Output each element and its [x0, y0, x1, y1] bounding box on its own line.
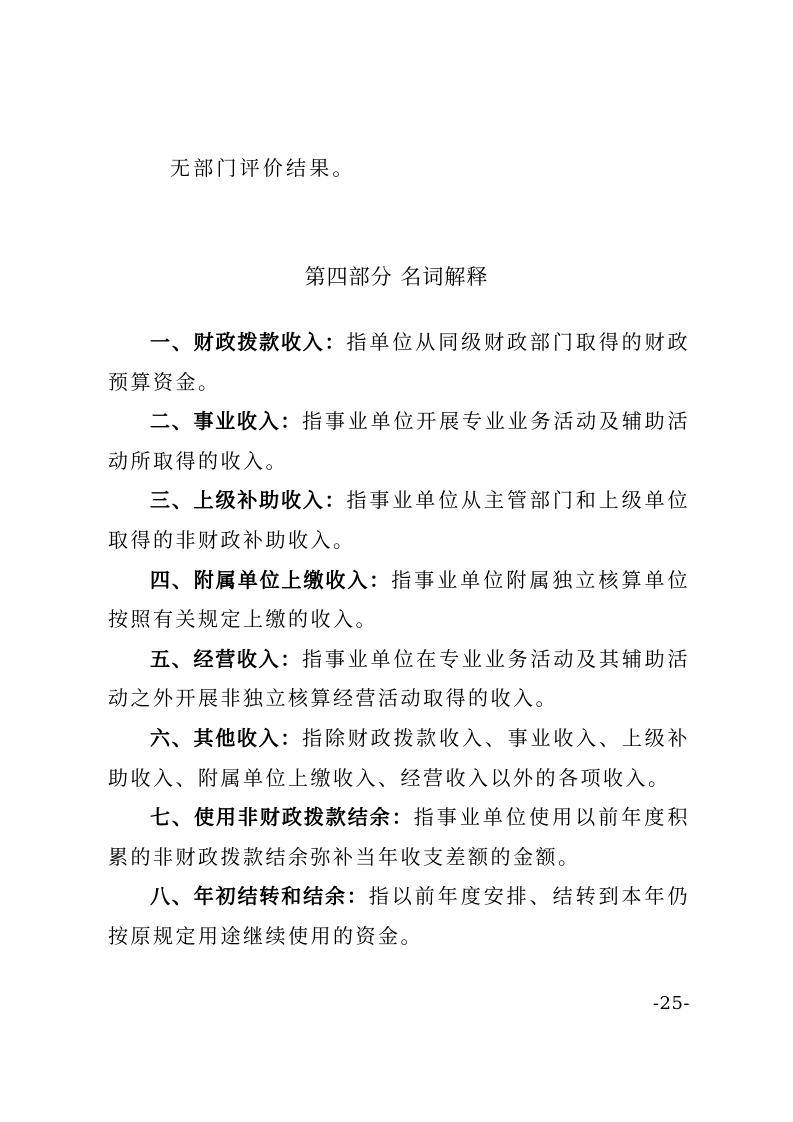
- definition-term: 一、财政拨款收入：: [150, 330, 347, 354]
- definition-text: 指以前年度安排、结转到本年仍按原规定用途继续使用的资金。: [108, 884, 691, 948]
- definition-item: [108, 561, 690, 640]
- definition-item: [108, 640, 690, 719]
- definition-text: 指除财政拨款收入、事业收入、上级补助收入、附属单位上缴收入、经营收入以外的各项收入。: [108, 725, 690, 790]
- definition-text: 指事业单位从主管部门和上级单位取得的非财政补助收入。: [108, 488, 691, 552]
- definitions-list: [108, 323, 690, 957]
- definition-term: 七、使用非财政拨款结余：: [150, 805, 414, 830]
- definition-item: [108, 402, 690, 481]
- definition-item: [108, 481, 690, 560]
- definition-item: [108, 798, 690, 877]
- definition-text: 指事业单位在专业业务活动及其辅助活动之外开展非独立核算经营活动取得的收入。: [108, 646, 690, 711]
- definition-term: 三、上级补助收入：: [150, 488, 347, 513]
- definition-text: 指事业单位使用以前年度积累的非财政拨款结余弥补当年收支差额的金额。: [108, 805, 690, 869]
- page-number: -25-: [652, 993, 690, 1014]
- definition-text: 指单位从同级财政部门取得的财政预算资金。: [108, 330, 691, 394]
- definition-text: 指事业单位附属独立核算单位按照有关规定上缴的收入。: [108, 567, 690, 632]
- section-title: 第四部分 名词解释: [304, 265, 489, 289]
- definition-term: 二、事业收入：: [150, 409, 303, 434]
- definition-term: 八、年初结转和结余：: [150, 884, 369, 909]
- definition-term: 五、经营收入：: [150, 646, 303, 671]
- definition-term: 六、其他收入：: [150, 725, 303, 750]
- definition-item: [108, 877, 690, 956]
- definition-item: [108, 323, 690, 402]
- definition-item: [108, 719, 690, 798]
- definition-term: 四、附属单位上缴收入：: [150, 567, 392, 592]
- intro-paragraph: 无部门评价结果。: [170, 156, 356, 180]
- definition-text: 指事业单位开展专业业务活动及辅助活动所取得的收入。: [108, 409, 690, 473]
